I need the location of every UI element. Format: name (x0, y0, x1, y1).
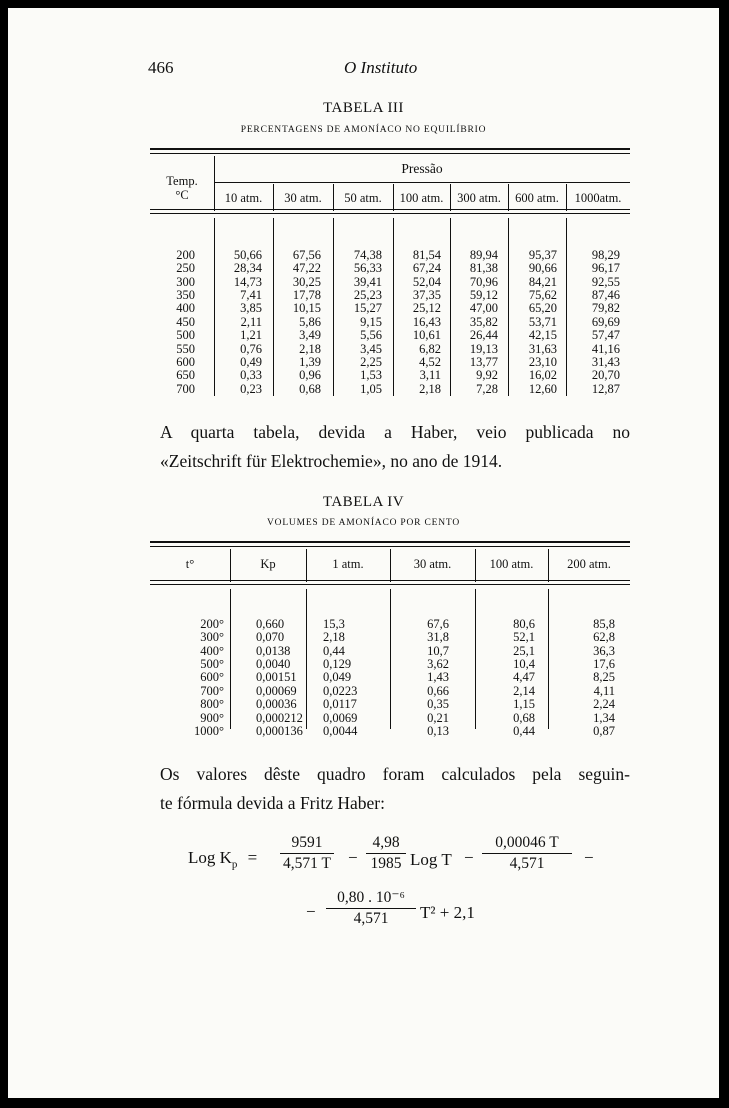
table4-subtitle: VOLUMES DE AMONÍACO POR CENTO (267, 518, 460, 528)
table4-200atm-column: 85,8 62,8 36,3 17,6 8,25 4,11 2,24 1,34 0,87 (593, 616, 615, 738)
formula-tail: T² + 2,1 (420, 903, 475, 922)
paragraph-line: «Zeitschrift für Elektrochemie», no ano de 1914. (160, 451, 503, 471)
table3-column-10atm: 50,66 28,34 14,73 7,41 3,85 2,11 1,21 0,76 0,49 0,33 0,23 (233, 247, 262, 396)
table3-column-30atm: 67,56 47,22 30,25 17,78 10,15 5,86 3,49 2,18 1,39 0,96 0,68 (292, 247, 321, 396)
table4-kp-column: 0,660 0,070 0,0138 0,0040 0,00151 0,00069 0,00036 0,000212 0,000136 (256, 616, 303, 738)
table4-title: TABELA IV (322, 494, 405, 510)
table3-temp-column: 200 250 300 350 400 450 500 550 600 650 700 (176, 247, 195, 396)
minus-sign: − (306, 902, 316, 921)
table3-column-50atm: 74,38 56,33 39,41 25,23 15,27 9,15 5,56 3,45 2,25 1,53 1,05 (353, 247, 382, 396)
page (8, 8, 719, 1098)
table3-temp-header: Temp. (166, 174, 198, 188)
paragraph-line: Os valores dêste quadro foram calculados pela seguin- (160, 764, 630, 784)
table3-temp-unit: °C (175, 188, 189, 202)
fraction-1: 9591 4,571 T (280, 834, 334, 873)
column-header: t° (185, 557, 195, 571)
table3-column-600atm: 95,37 90,66 84,21 75,62 65,20 53,71 42,15 31,63 23,10 16,02 12,60 (528, 247, 557, 396)
column-header: 100 atm. (489, 557, 534, 571)
column-header: 1 atm. (332, 557, 364, 571)
column-header: Kp (260, 557, 276, 571)
table3-subtitle: PERCENTAGENS DE AMONÍACO NO EQUILÍBRIO (240, 125, 487, 135)
column-header: 600 atm. (515, 191, 559, 205)
column-header: 1000atm. (574, 191, 622, 205)
running-title: O Instituto (344, 58, 418, 77)
minus-sign: − (348, 848, 358, 867)
column-header: 30 atm. (284, 191, 322, 205)
table3-column-100atm: 81,54 67,24 52,04 37,35 25,12 16,43 10,61 6,82 4,52 3,11 2,18 (412, 247, 441, 396)
column-header: 200 atm. (567, 557, 611, 571)
table4-100atm-column: 80,6 52,1 25,1 10,4 4,47 2,14 1,15 0,68 0,44 (513, 616, 535, 738)
minus-sign: − (464, 848, 474, 867)
table4-1atm-column: 15,3 2,18 0,44 0,129 0,049 0,0223 0,0117 0,0069 0,0044 (323, 616, 358, 738)
running-header (148, 58, 608, 80)
column-header: 100 atm. (399, 191, 444, 205)
fraction-3: 0,00046 T 4,571 (482, 834, 572, 873)
table3-column-300atm: 89,94 81,38 70,96 59,12 47,00 35,82 26,44 19,13 13,77 9,92 7,28 (469, 247, 498, 396)
paragraph-2 (160, 760, 630, 818)
column-header: 30 atm. (413, 557, 452, 571)
log-t: Log T (410, 850, 452, 869)
table3-title: TABELA III (323, 100, 404, 116)
column-header: 50 atm. (344, 191, 382, 205)
table4-temp-column: 200° 300° 400° 500° 600° 700° 800° 900° 1000° (194, 616, 224, 738)
table3-pressure-header: Pressão (401, 161, 443, 176)
column-header: 10 atm. (224, 191, 263, 205)
fraction-4: 0,80 . 10⁻⁶ 4,571 (326, 889, 416, 928)
paragraph-line: te fórmula devida a Fritz Haber: (160, 793, 385, 813)
minus-sign: − (584, 848, 594, 867)
table4-30atm-column: 67,6 31,8 10,7 3,62 1,43 0,66 0,35 0,21 0,13 (427, 616, 449, 738)
paragraph-line: A quarta tabela, devida a Haber, veio publicada no (160, 422, 630, 442)
page-number: 466 (148, 58, 174, 77)
column-header: 300 atm. (457, 191, 501, 205)
fraction-2: 4,98 1985 (366, 834, 406, 873)
formula-lhs: Log $K_p$ = (188, 848, 258, 871)
paragraph-1 (160, 418, 630, 476)
table3-column-1000atm: 98,29 96,17 92,55 87,46 79,82 69,69 57,47 41,16 31,43 20,70 12,87 (591, 247, 620, 396)
